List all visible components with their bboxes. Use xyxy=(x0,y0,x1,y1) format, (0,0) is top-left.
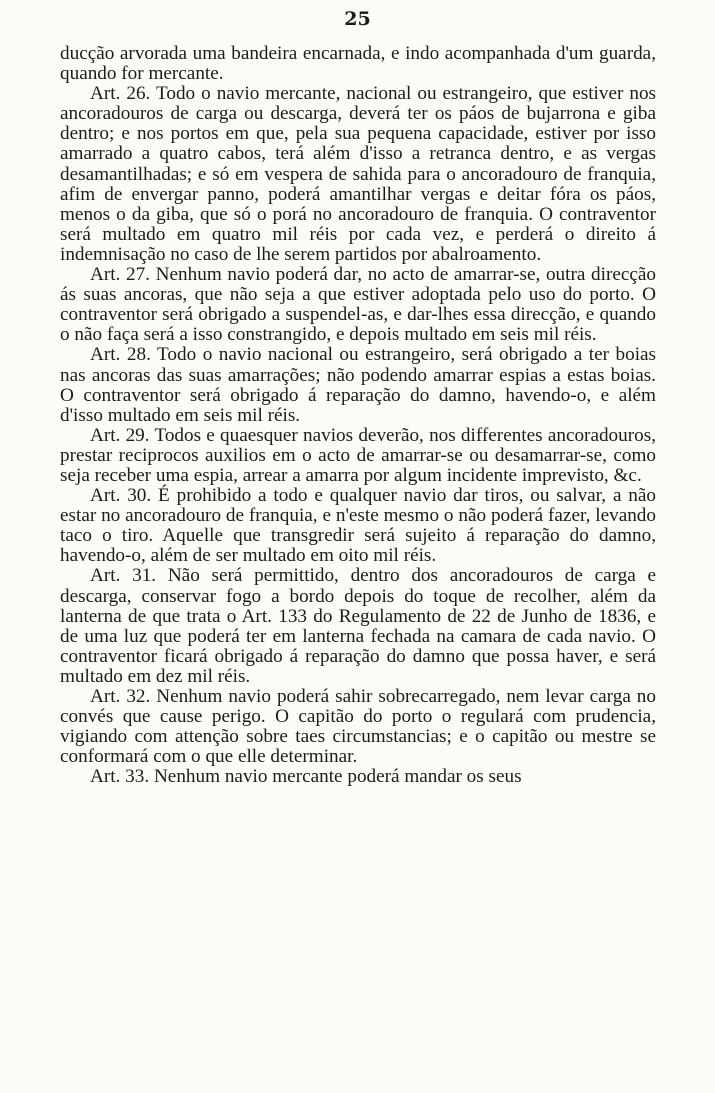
paragraph-text: Nenhum navio poderá dar, no acto de amarrar-se, outra direcção ás suas ancoras, que não seja a que estiver adoptada pelo uso do porto. O contraventor será obrigado a suspendel-as, e dar-lhes essa direcção, e quando o não faça será a isso constrangido, e depois multado em seis mil réis. xyxy=(60,264,657,346)
paragraph-art-32 xyxy=(60,687,656,767)
paragraph-text: É prohibido a todo e qualquer navio dar tiros, ou salvar, a não estar no ancoradouro de franquia, e n'este mesmo o não poderá fazer, levando taco o tiro. Aquelle que transgredir será sujeito á reparação do damno, havendo-o, além de ser multado em oito mil réis. xyxy=(60,485,656,567)
paragraph-text: Todo o navio mercante, nacional ou estrangeiro, que estiver nos ancoradouros de carga ou descarga, deverá ter os páos de bujarrona e giba dentro; e nos portos em que, pela sua pequena capacidade, estiver por isso amarrado a quatro cabos, terá além d'isso a retranca dentro, e as vergas desamantilhadas; e só em vespera de sahida para o ancoradouro de franquia, afim de envergar panno, poderá amantilhar vergas e deitar fóra os páos, menos o da giba, que só o porá no ancoradouro de franquia. O contraventor será multado em quatro mil réis por cada vez, e perderá o direito á indemnisação no caso de lhe serem partidos por abalroamento. xyxy=(60,83,657,265)
paragraph-text: Nenhum navio mercante poderá mandar os seus xyxy=(153,766,522,788)
paragraph-art-26 xyxy=(60,84,656,265)
paragraph-art-28 xyxy=(60,345,656,425)
paragraph-text: ducção arvorada uma bandeira encarnada, e indo acompanhada d'um guarda, quando for mercante. xyxy=(60,43,656,85)
article-label: Art. 28. xyxy=(90,344,151,366)
article-label: Art. 26. xyxy=(90,83,151,105)
paragraph-text: Todo o navio nacional ou estrangeiro, será obrigado a ter boias nas ancoras das suas amarrações; não podendo amarrar espias a estas boias. O contraventor será obrigado á reparação do damno, havendo-o, e além d'isso multado em seis mil réis. xyxy=(60,344,657,426)
body-text xyxy=(60,44,656,787)
article-label: Art. 33. xyxy=(90,766,150,788)
paragraph-art-27 xyxy=(60,265,656,345)
article-label: Art. 27. xyxy=(90,264,151,286)
paragraph-text: Nenhum navio poderá sahir sobrecarregado, nem levar carga no convés que cause perigo. O capitão do porto o regulará com prudencia, vigiando com attenção sobre taes circumstancias; e o capitão ou mestre se conformará com o que elle determinar. xyxy=(60,686,656,768)
paragraph-art-30 xyxy=(60,486,656,566)
paragraph-art-33 xyxy=(60,767,656,787)
paragraph-text: Não será permittido, dentro dos ancoradouros de carga e descarga, conservar fogo a bordo depois do toque de recolher, além da lanterna de que trata o Art. 133 do Regulamento de 22 de Junho de 1836, e de uma luz que poderá ter em lanterna fechada na camara de cada navio. O contraventor ficará obrigado á reparação do damno que possa haver, e será multado em dez mil réis. xyxy=(60,565,657,687)
paragraph-art-29 xyxy=(60,426,656,486)
paragraph-continuation xyxy=(60,44,656,84)
article-label: Art. 30. xyxy=(90,485,152,507)
paragraph-text: Todos e quaesquer navios deverão, nos differentes ancoradouros, prestar reciprocos auxilios em o acto de amarrar-se ou desamarrar-se, como seja receber uma espia, arrear a amarra por algum incidente imprevisto, &c. xyxy=(60,424,656,486)
paragraph-art-31 xyxy=(60,566,656,687)
article-label: Art. 31. xyxy=(90,565,157,587)
article-label: Art. 32. xyxy=(90,686,151,707)
article-label: Art. 29. xyxy=(90,424,150,446)
page-number: 25 xyxy=(344,8,371,30)
